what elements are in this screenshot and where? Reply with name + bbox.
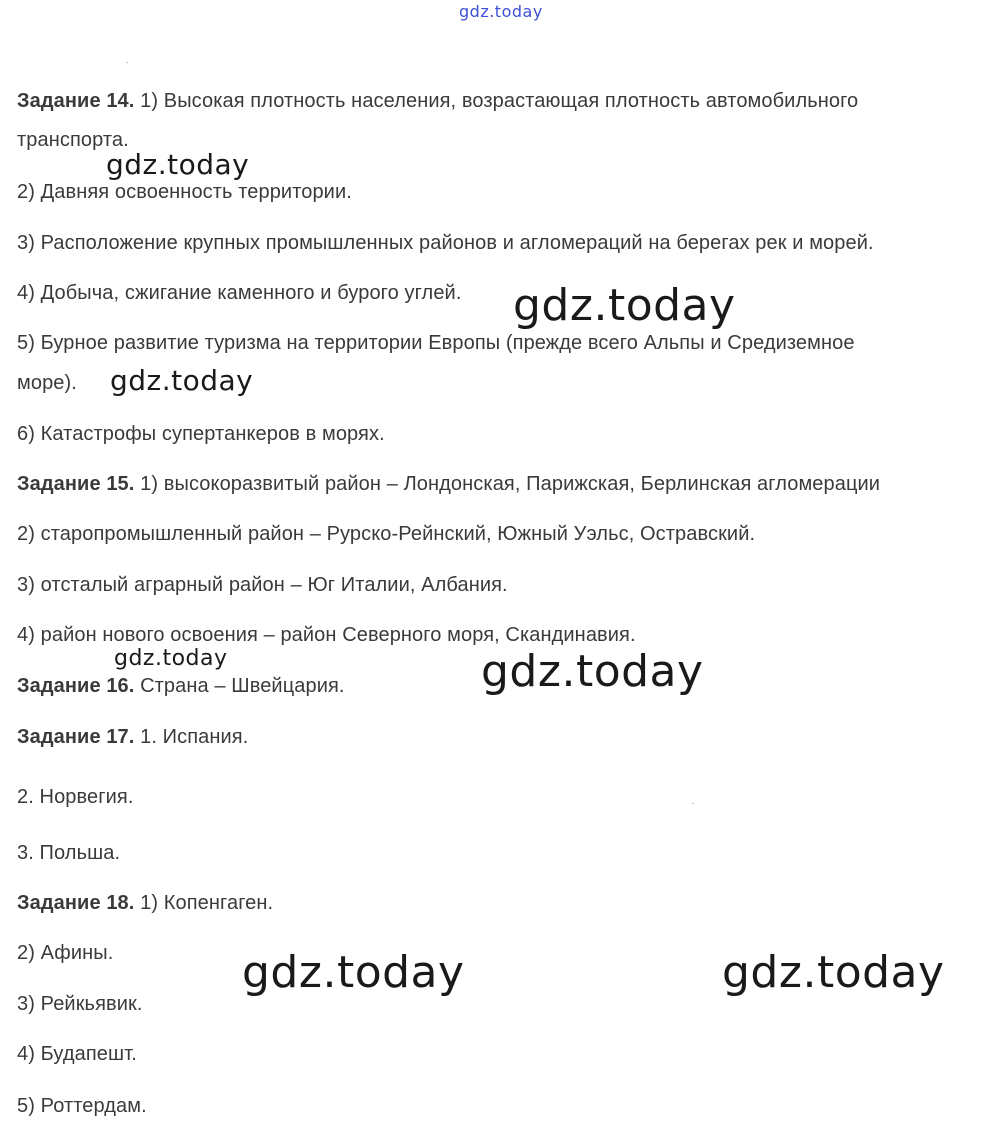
task-18-label: Задание 18. (17, 892, 135, 914)
watermark-7: gdz.today (722, 947, 945, 998)
task-17-text-1: 1. Испания. (140, 726, 249, 748)
task-14-line-6: 5) Бурное развитие туризма на территории Европы (прежде всего Альпы и Средиземное (17, 332, 855, 354)
task-18-text-1: 1) Копенгаген. (140, 892, 274, 914)
scan-speck (692, 803, 694, 804)
task-16-line-1 (17, 674, 345, 698)
task-17-line-1 (17, 725, 248, 749)
task-14-line-5: 4) Добыча, сжигание каменного и бурого углей. (17, 282, 462, 304)
watermark-5: gdz.today (481, 646, 704, 697)
task-18-line-5: 5) Роттердам. (17, 1095, 147, 1117)
task-14-line-2: транспорта. (17, 129, 129, 151)
watermark-1: gdz.today (106, 148, 250, 181)
task-17-line-2: 2. Норвегия. (17, 786, 134, 808)
task-15-line-2: 2) старопромышленный район – Рурско-Рейнский, Южный Уэльс, Остравский. (17, 523, 756, 545)
task-14-line-1 (17, 89, 858, 113)
task-16-text-1: Страна – Швейцария. (140, 675, 345, 697)
task-18-line-3: 3) Рейкьявик. (17, 993, 143, 1015)
task-17-label: Задание 17. (17, 726, 135, 748)
task-14-line-3: 2) Давняя освоенность территории. (17, 181, 352, 203)
watermark-2: gdz.today (513, 280, 736, 331)
task-16-label: Задание 16. (17, 675, 135, 697)
watermark-4: gdz.today (114, 646, 228, 671)
task-14-line-8: 6) Катастрофы супертанкеров в морях. (17, 423, 385, 445)
task-14-text-1: 1) Высокая плотность населения, возрастающая плотность автомобильного (140, 90, 859, 112)
watermark-top: gdz.today (459, 2, 543, 21)
task-18-line-2: 2) Афины. (17, 942, 114, 964)
task-15-line-4: 4) район нового освоения – район Северного моря, Скандинавия. (17, 624, 636, 646)
task-14-line-7: море). (17, 372, 77, 394)
task-15-line-3: 3) отсталый аграрный район – Юг Италии, Албания. (17, 574, 508, 596)
task-18-line-1 (17, 891, 273, 915)
scan-speck (126, 62, 128, 63)
task-15-label: Задание 15. (17, 473, 135, 495)
watermark-3: gdz.today (110, 364, 254, 397)
task-15-line-1 (17, 472, 880, 496)
task-17-line-3: 3. Польша. (17, 842, 121, 864)
task-14-line-4: 3) Расположение крупных промышленных районов и агломераций на берегах рек и морей. (17, 232, 874, 254)
watermark-6: gdz.today (242, 947, 465, 998)
task-18-line-4: 4) Будапешт. (17, 1043, 137, 1065)
task-14-label: Задание 14. (17, 90, 135, 112)
task-15-text-1: 1) высокоразвитый район – Лондонская, Парижская, Берлинская агломерации (140, 473, 881, 495)
